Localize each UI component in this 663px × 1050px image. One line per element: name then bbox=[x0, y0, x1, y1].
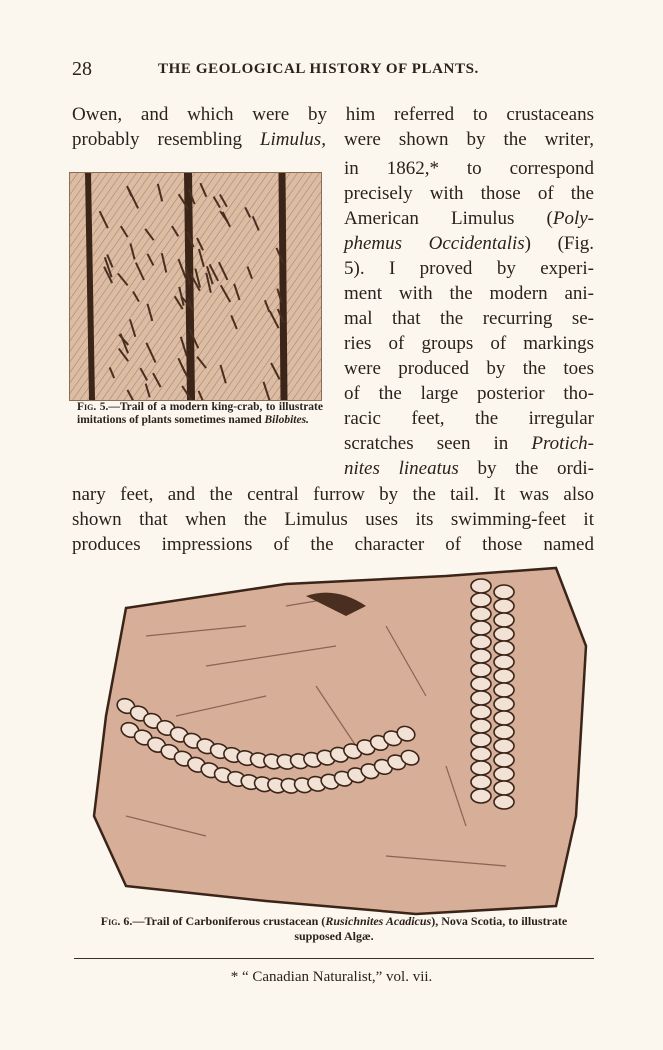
trail-segment bbox=[494, 753, 514, 767]
trail-segment bbox=[494, 711, 514, 725]
trail-segment bbox=[494, 795, 514, 809]
body-line: nary feet, and the central furrow by the tail. It was also bbox=[72, 484, 594, 505]
footnote-rule bbox=[74, 958, 594, 959]
body-line: 5). I proved by experi- bbox=[344, 258, 594, 279]
trail-segment bbox=[494, 697, 514, 711]
body-line: in 1862,* to correspond bbox=[344, 158, 594, 179]
body-line: American Limulus (Poly- bbox=[344, 208, 594, 229]
body-line: precisely with those of the bbox=[344, 183, 594, 204]
body-line: scratches seen in Protich- bbox=[344, 433, 594, 454]
figure-6-image bbox=[86, 566, 588, 916]
trail-segment bbox=[494, 739, 514, 753]
trail-segment bbox=[494, 613, 514, 627]
figure-5-image bbox=[69, 172, 322, 401]
fossil-slab-illustration bbox=[86, 566, 588, 916]
page-header bbox=[72, 58, 592, 82]
body-line: ries of groups of markings bbox=[344, 333, 594, 354]
trail-segment bbox=[471, 733, 491, 747]
figure-5-caption-italic: Bilobites. bbox=[264, 413, 309, 426]
trail-segment bbox=[471, 775, 491, 789]
body-line: mal that the recurring se- bbox=[344, 308, 594, 329]
trail-segment bbox=[471, 607, 491, 621]
trail-segment bbox=[471, 719, 491, 733]
figure-6-caption-text: —Trail of Carboniferous crustacean ( bbox=[132, 914, 326, 928]
trail-segment bbox=[494, 767, 514, 781]
figure-6-label: Fig. 6. bbox=[100, 914, 133, 928]
trail-segment bbox=[471, 789, 491, 803]
body-line: of the large posterior tho- bbox=[344, 383, 594, 404]
kingcrab-trail-illustration bbox=[70, 173, 321, 400]
trail-segment bbox=[471, 761, 491, 775]
trail-segment bbox=[471, 621, 491, 635]
trail-segment bbox=[494, 683, 514, 697]
trail-segment bbox=[471, 593, 491, 607]
body-line: racic feet, the irregular bbox=[344, 408, 594, 429]
body-line: ment with the modern ani- bbox=[344, 283, 594, 304]
body-line: were produced by the toes bbox=[344, 358, 594, 379]
figure-5-caption bbox=[77, 401, 323, 426]
trail-segment bbox=[471, 649, 491, 663]
running-title: THE GEOLOGICAL HISTORY OF PLANTS. bbox=[158, 61, 479, 77]
body-line: produces impressions of the character of those named bbox=[72, 534, 594, 555]
trail-segment bbox=[494, 641, 514, 655]
figure-6-caption bbox=[78, 914, 590, 944]
trail-segment bbox=[471, 635, 491, 649]
body-line: shown that when the Limulus uses its swimming-feet it bbox=[72, 509, 594, 530]
figure-5-label: Fig. 5. bbox=[77, 401, 109, 413]
trail-segment bbox=[471, 705, 491, 719]
trail-segment bbox=[494, 655, 514, 669]
trail-segment bbox=[471, 691, 491, 705]
footnote: * “ Canadian Naturalist,” vol. vii. bbox=[230, 969, 433, 985]
figure-6-caption-italic: Rusichnites Acadicus bbox=[325, 914, 432, 928]
trail-segment bbox=[494, 781, 514, 795]
body-line: phemus Occidentalis) (Fig. bbox=[344, 233, 595, 254]
body-line: probably resembling Limulus, were shown by the writer, bbox=[72, 129, 594, 150]
trail-segment bbox=[471, 579, 491, 593]
figure-5-caption-text: —Trail of a modern king-crab, to illustrate imitations of plants sometimes named bbox=[77, 401, 323, 426]
body-line: Owen, and which were by him referred to crustaceans bbox=[72, 104, 594, 125]
trail-segment bbox=[471, 747, 491, 761]
trail-segment bbox=[471, 663, 491, 677]
page-number: 28 bbox=[72, 58, 92, 80]
trail-segment bbox=[494, 585, 514, 599]
figure-6-caption-rest: ), Nova Scotia, to illustrate supposed Algæ. bbox=[294, 914, 568, 943]
trail-segment bbox=[494, 669, 514, 683]
body-line: nites lineatus by the ordi- bbox=[344, 458, 594, 479]
trail-segment bbox=[471, 677, 491, 691]
trail-segment bbox=[494, 725, 514, 739]
trail-segment bbox=[494, 599, 514, 613]
trail-segment bbox=[494, 627, 514, 641]
